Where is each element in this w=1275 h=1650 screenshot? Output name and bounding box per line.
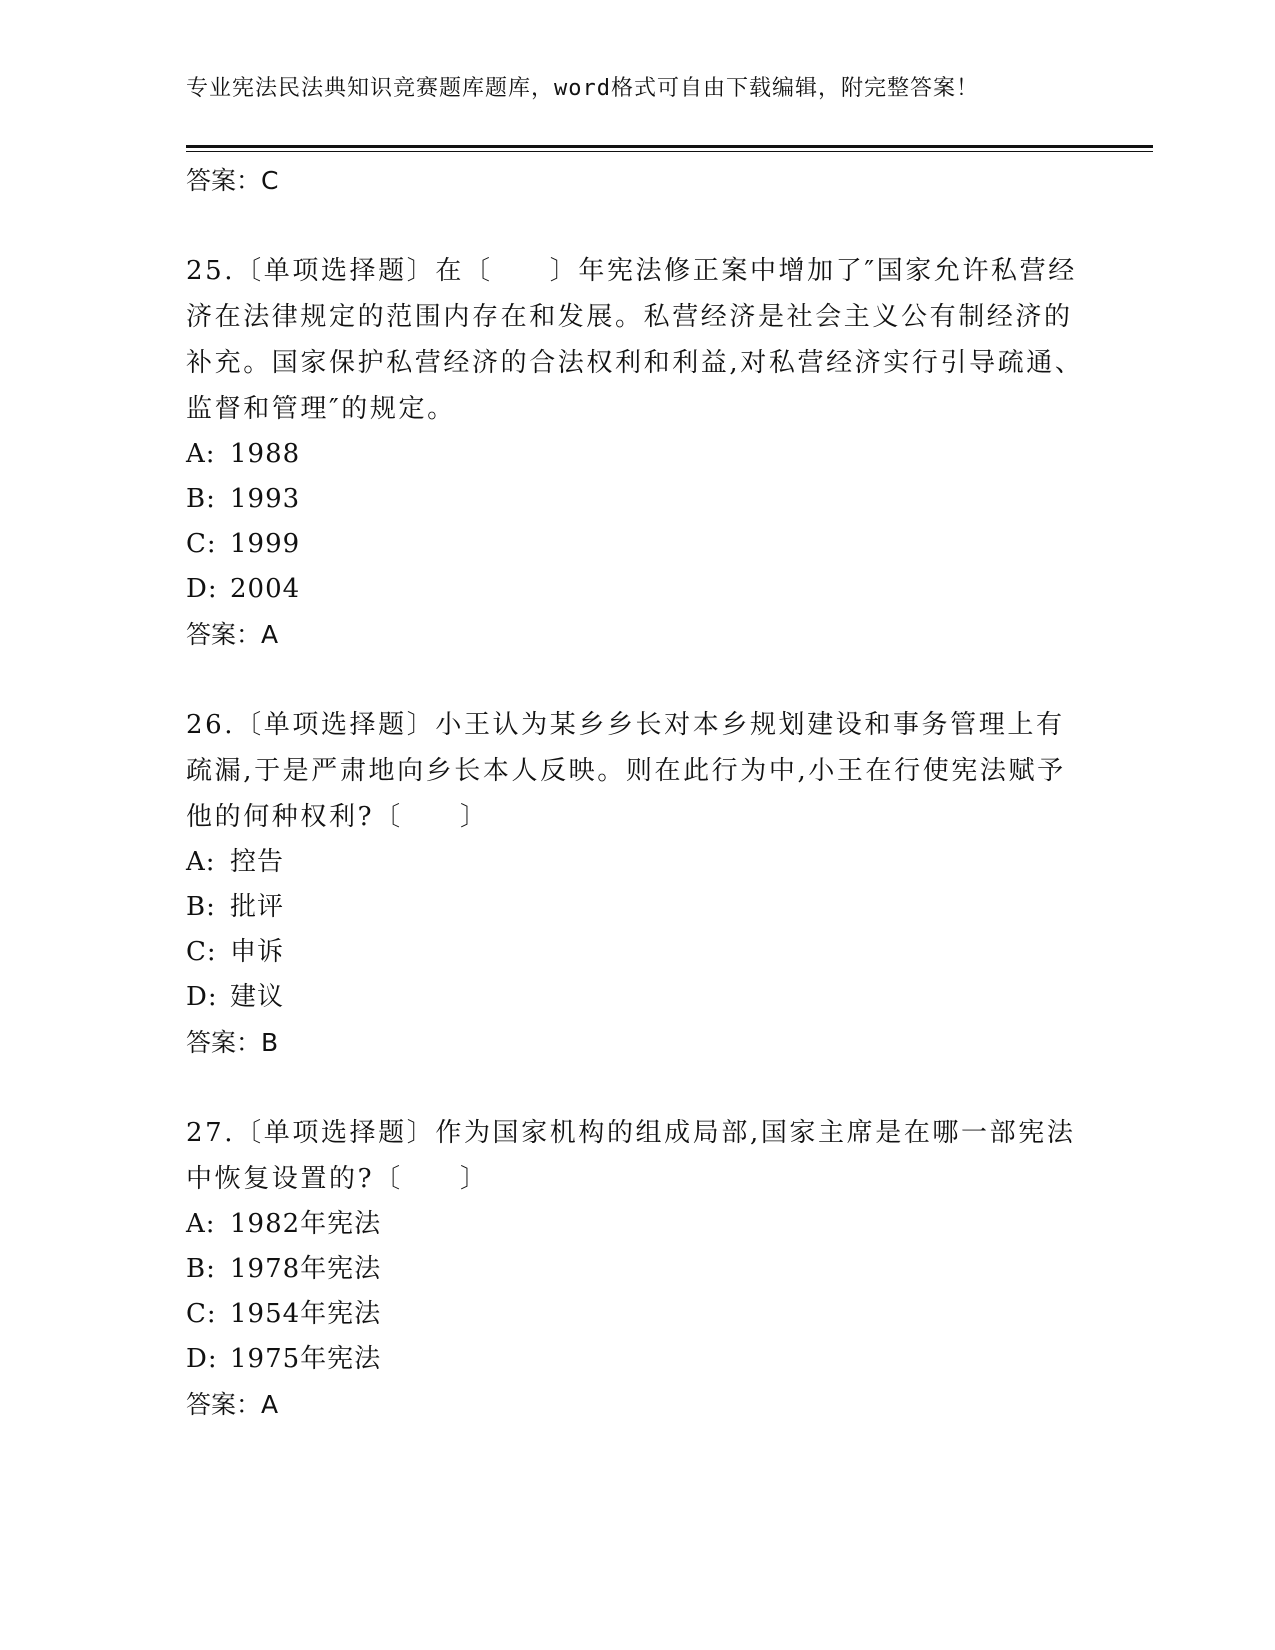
page-header: 专业宪法民法典知识竞赛题库题库，word格式可自由下载编辑，附完整答案！ [186, 76, 979, 101]
document-body [186, 158, 1086, 1428]
option-c [186, 1292, 1086, 1337]
question-stem: 26.〔单项选择题〕小王认为某乡乡长对本乡规划建设和事务管理上有疏漏,于是严肃地向乡长本人反映。则在此行为中,小王在行使宪法赋予他的何种权利?〔 〕 [186, 710, 1066, 832]
option-b [186, 885, 1086, 930]
option-a [186, 1202, 1086, 1247]
option-key: B: [186, 484, 216, 514]
option-d [186, 1337, 1086, 1382]
option-b [186, 477, 1086, 522]
question-answer: 答案：B [186, 1028, 279, 1057]
option-d [186, 975, 1086, 1020]
option-key: A: [186, 1209, 216, 1239]
option-text: 建议 [230, 982, 285, 1012]
option-text: 批评 [230, 892, 285, 922]
option-a [186, 432, 1086, 477]
option-key: C: [186, 937, 217, 967]
header-rule-thick [186, 145, 1153, 148]
option-key: D: [186, 1344, 218, 1374]
option-text: 1982年宪法 [230, 1209, 382, 1239]
question-stem: 25.〔单项选择题〕在〔 〕年宪法修正案中增加了″国家允许私营经济在法律规定的范围内存在和发展。私营经济是社会主义公有制经济的补充。国家保护私营经济的合法权利和利益,对私营经济实行引导疏通、监督和管理″的规定。 [186, 256, 1084, 424]
option-text: 1993 [230, 484, 301, 514]
option-a [186, 840, 1086, 885]
option-text: 1954年宪法 [230, 1299, 382, 1329]
option-key: D: [186, 982, 218, 1012]
option-d [186, 567, 1086, 612]
option-b [186, 1247, 1086, 1292]
header-rule-thin [186, 151, 1153, 152]
option-c [186, 930, 1086, 975]
question-27 [186, 1110, 1086, 1428]
question-25 [186, 248, 1086, 658]
previous-question-answer: 答案：C [186, 166, 279, 195]
option-key: A: [186, 439, 216, 469]
question-answer: 答案：A [186, 620, 279, 649]
question-26 [186, 702, 1086, 1066]
option-text: 1978年宪法 [230, 1254, 382, 1284]
option-c [186, 522, 1086, 567]
option-text: 2004 [230, 574, 301, 604]
option-key: C: [186, 1299, 217, 1329]
option-text: 1988 [230, 439, 301, 469]
question-stem: 27.〔单项选择题〕作为国家机构的组成局部,国家主席是在哪一部宪法中恢复设置的?〔 〕 [186, 1118, 1076, 1194]
option-text: 1999 [230, 529, 301, 559]
option-text: 申诉 [230, 937, 285, 967]
option-text: 1975年宪法 [230, 1344, 382, 1374]
option-text: 控告 [230, 847, 285, 877]
option-key: A: [186, 847, 216, 877]
option-key: D: [186, 574, 218, 604]
option-key: B: [186, 1254, 216, 1284]
option-key: C: [186, 529, 217, 559]
question-answer: 答案：A [186, 1390, 279, 1419]
option-key: B: [186, 892, 216, 922]
